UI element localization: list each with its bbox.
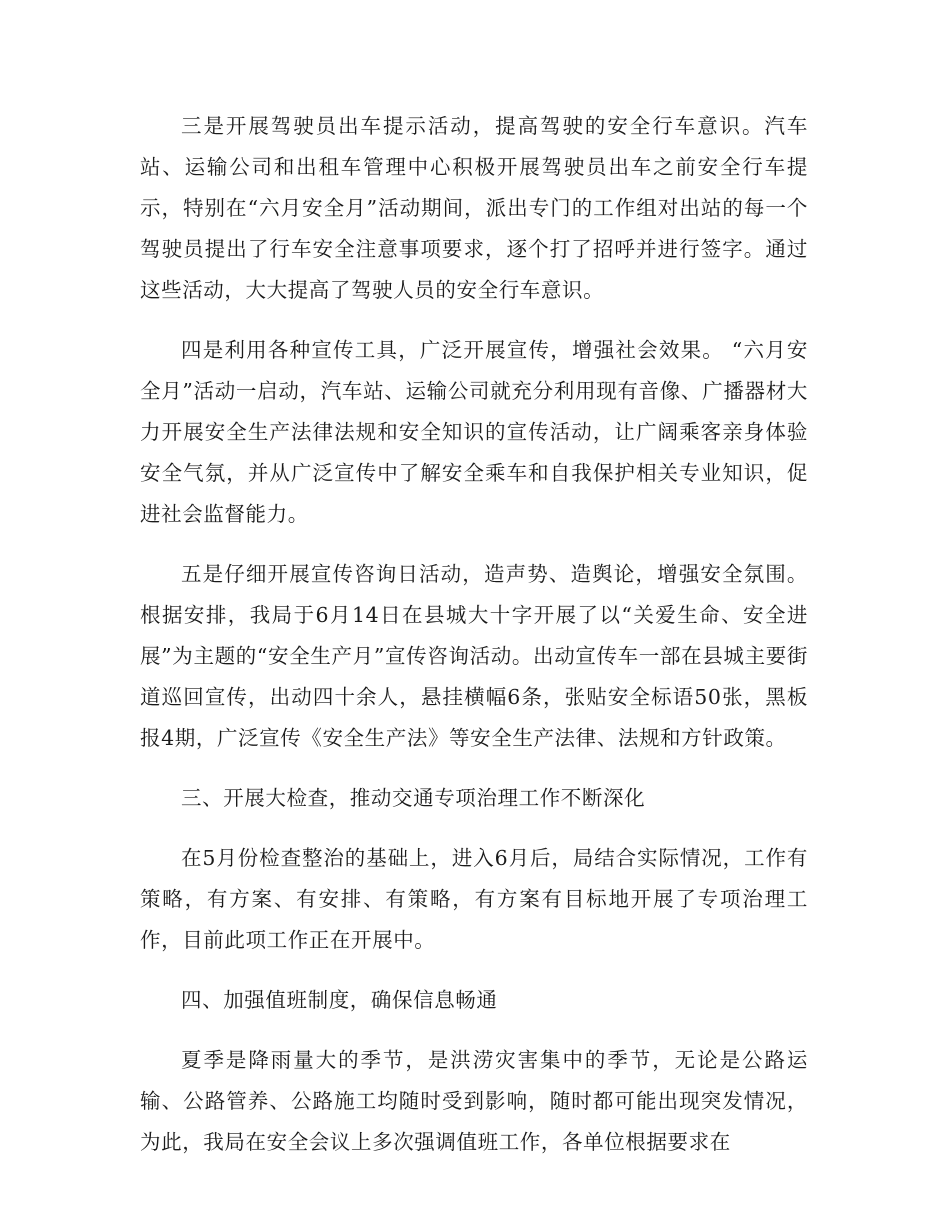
paragraph-consultation-day: 五是仔细开展宣传咨询日活动，造声势、造舆论，增强安全氛围。根据安排，我局于6月14日在县城大十字开展了以“关爱生命、安全进展”为主题的“安全生产月”宣传咨询活动。出动宣传车一部在县城主要街道巡回宣传，出动四十余人，悬挂横幅6条，张贴安全标语50张，黑板报4期，广泛宣传《安全生产法》等安全生产法律、法规和方针政策。 [140, 562, 808, 750]
document-body [140, 106, 808, 1182]
paragraph-summer-rain: 夏季是降雨量大的季节，是洪涝灾害集中的季节，无论是公路运输、公路管养、公路施工均随时受到影响，随时都可能出现突发情况，为此，我局在安全会议上多次强调值班工作，各单位根据要求在 [140, 1048, 808, 1154]
paragraph-publicity-tools: 四是利用各种宣传工具，广泛开展宣传，增强社会效果。 “六月安全月”活动一启动，汽车站、运输公司就充分利用现有音像、广播器材大力开展安全生产法律法规和安全知识的宣传活动，让广阔乘客亲身体验安全气氛，并从广泛宣传中了解安全乘车和自我保护相关专业知识，促进社会监督能力。 [140, 338, 808, 526]
section-heading-inspection: 三、开展大检查，推动交通专项治理工作不断深化 [181, 786, 646, 810]
section-heading-duty-system: 四、加强值班制度，确保信息畅通 [181, 988, 498, 1012]
paragraph-special-treatment: 在5月份检查整治的基础上，进入6月后，局结合实际情况，工作有策略，有方案、有安排、有策略，有方案有目标地开展了专项治理工作，目前此项工作正在开展中。 [140, 846, 808, 952]
paragraph-driver-reminder: 三是开展驾驶员出车提示活动，提高驾驶的安全行车意识。汽车站、运输公司和出租车管理中心积极开展驾驶员出车之前安全行车提示，特别在“六月安全月”活动期间，派出专门的工作组对出站的每一个驾驶员提出了行车安全注意事项要求，逐个打了招呼并进行签字。通过这些活动，大大提高了驾驶人员的安全行车意识。 [140, 114, 808, 302]
